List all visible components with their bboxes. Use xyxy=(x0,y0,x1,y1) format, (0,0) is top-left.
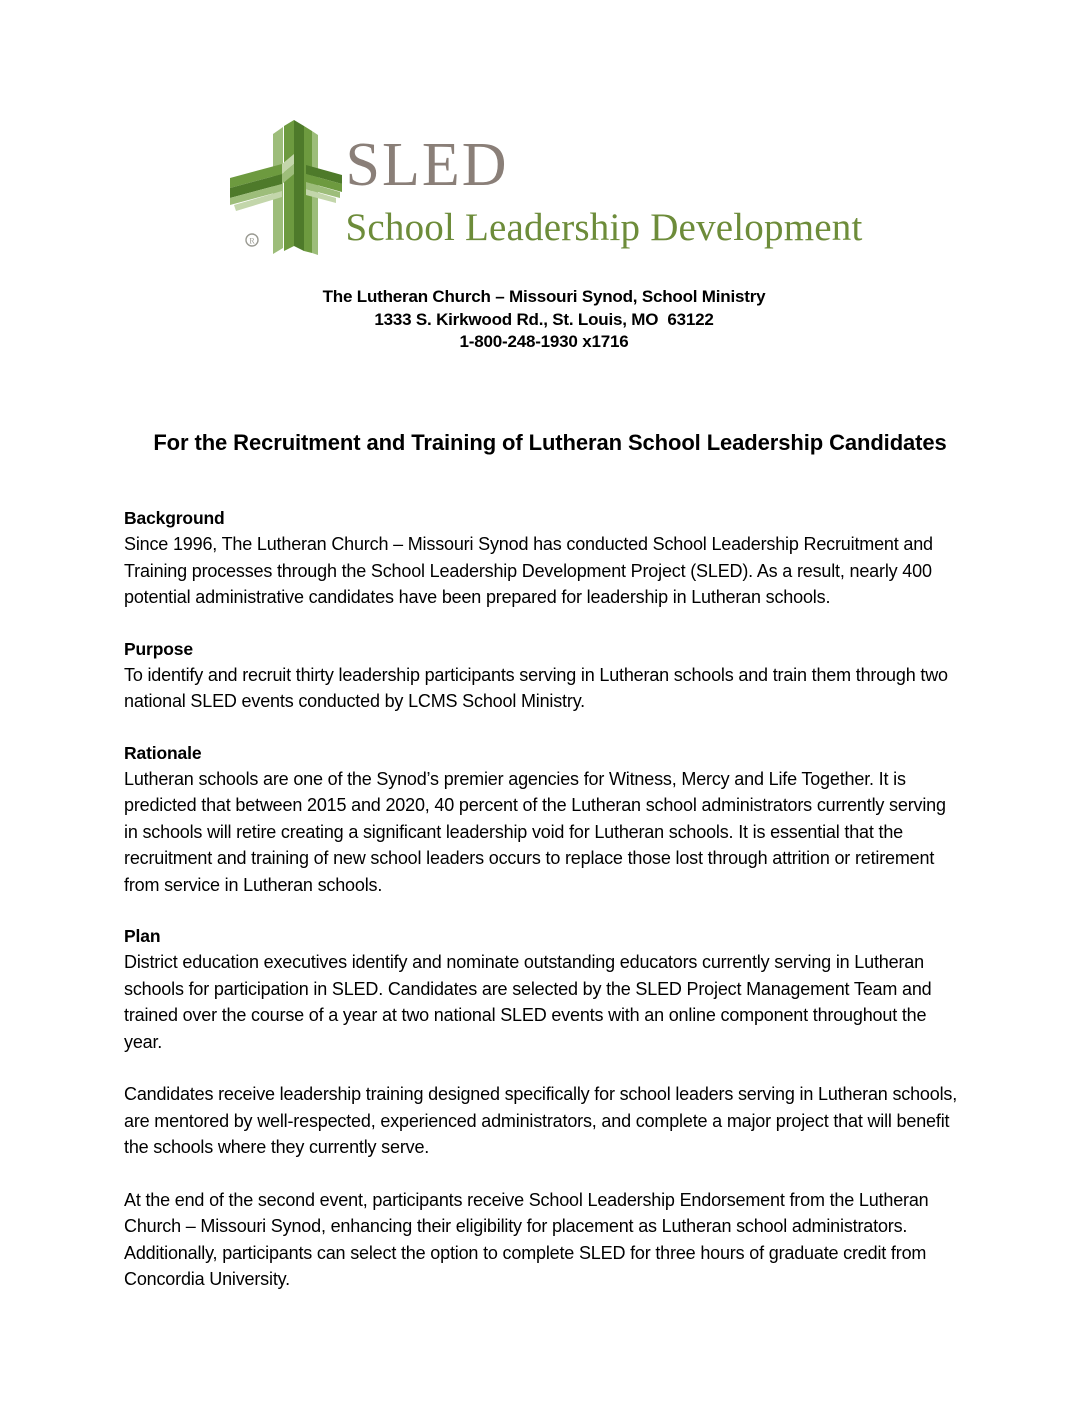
section-heading: Background xyxy=(124,508,225,528)
section-heading: Purpose xyxy=(124,638,193,659)
section-rationale xyxy=(124,741,964,899)
section-paragraph: To identify and recruit thirty leadership participants serving in Lutheran schools and train them through two national SLED events conducted by LCMS School Ministry. xyxy=(124,664,948,711)
section-purpose xyxy=(124,637,964,715)
svg-text:R: R xyxy=(248,236,255,246)
brand-acronym: SLED xyxy=(345,131,509,199)
section-heading: Rationale xyxy=(124,742,202,763)
section-paragraph: Candidates receive leadership training designed specifically for school leaders serving in Lutheran schools, are mentored by well-respected, experienced administrators, and complete a major project that will benefit the schools where they currently serve. xyxy=(124,1084,958,1157)
logo-lockup xyxy=(226,118,863,263)
spacer xyxy=(124,898,964,924)
address-line-2: 1333 S. Kirkwood Rd., St. Louis, MO 63122 xyxy=(374,309,714,329)
section-paragraph: Lutheran schools are one of the Synod’s premier agencies for Witness, Mercy and Life Together. It is predicted that between 2015 and 2020, 40 percent of the Lutheran school administrators currently serving in schools will retire creating a significant leadership void for Lutheran schools. It is essential that the recruitment and training of new school leaders occurs to replace those lost through attrition or retirement from service in Lutheran schools. xyxy=(124,768,946,895)
document-body xyxy=(124,506,964,1293)
section-paragraph: District education executives identify and nominate outstanding educators currently serving in Lutheran schools for participation in SLED. Candidates are selected by the SLED Project Management Team and trained over the course of a year at two national SLED events with an online component throughout the year. xyxy=(124,952,932,1052)
spacer xyxy=(124,611,964,637)
brand-tagline: School Leadership Development xyxy=(345,206,863,249)
section-background xyxy=(124,506,964,611)
lcms-cross-logo-icon xyxy=(226,118,346,263)
section-paragraph: Since 1996, The Lutheran Church – Missouri Synod has conducted School Leadership Recruitment and Training processes through the School Leadership Development Project (SLED). As a result, nearly 400 potential administrative candidates have been prepared for leadership in Lutheran schools. xyxy=(124,534,933,607)
spacer xyxy=(124,1161,964,1187)
organization-address xyxy=(0,286,1088,354)
logo-header xyxy=(0,118,1088,263)
address-line-1: The Lutheran Church – Missouri Synod, School Ministry xyxy=(322,287,766,306)
section-plan xyxy=(124,924,964,1293)
spacer xyxy=(124,1055,964,1081)
page-title: For the Recruitment and Training of Lutheran School Leadership Candidates xyxy=(153,430,947,455)
spacer xyxy=(124,715,964,741)
address-line-3: 1-800-248-1930 x1716 xyxy=(459,332,629,351)
section-heading: Plan xyxy=(124,926,161,946)
section-paragraph: At the end of the second event, participants receive School Leadership Endorsement from the Lutheran Church – Missouri Synod, enhancing their eligibility for placement as Lutheran school administrators. Additionally, participants can select the option to complete SLED for three hours of graduate credit from Concordia University. xyxy=(124,1189,929,1289)
logo-wordmark xyxy=(346,118,863,250)
